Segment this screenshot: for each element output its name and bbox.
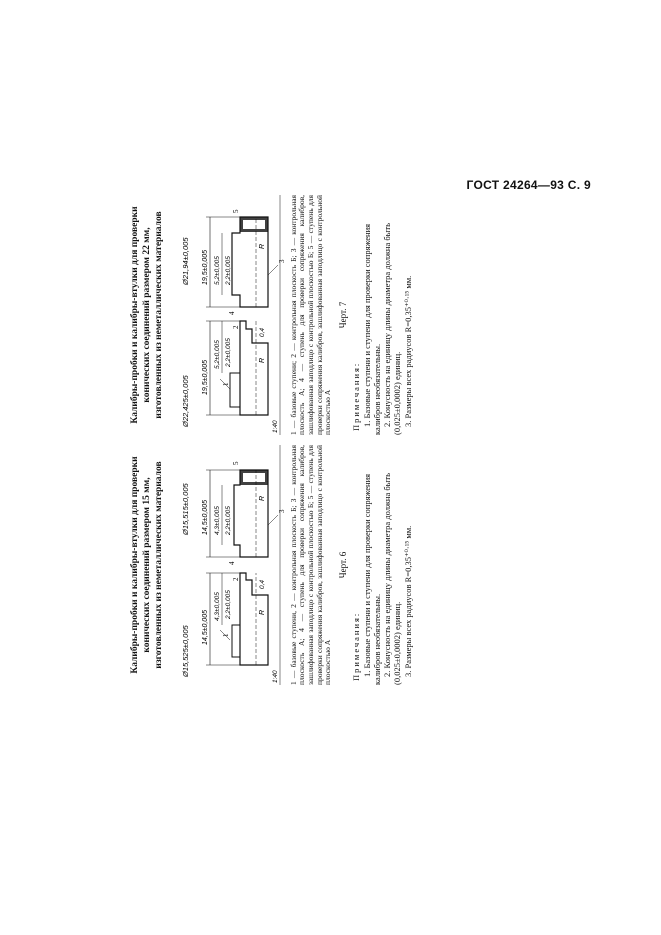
callout-3: 3 [277,259,286,263]
document-reference: ГОСТ 24264—93 С. 9 [466,178,591,192]
figure-caption: Черт. 6 [337,551,348,579]
dimension-length-1: 19,5±0,005 [201,360,209,395]
column-figure-6 [130,445,430,685]
figure-legend: 1 — базовые ступени, 2 — контрольная плоскость Б; 3 — контрольная плоскость А; 4 — ступень для проверки сопряжения калибров, зашлифованная заподлицо с контрольной плоскостью Б; 5 — ступень для проверки сопряжения калибров, зашлифованная заподлицо с контрольной плоскостью А [288,445,333,685]
callout-1: 1 [221,633,230,637]
radius-mark-right: R [258,495,266,501]
dimension-length-2: 14,5±0,005 [201,500,209,535]
callout-5: 5 [231,209,240,213]
dimension-diameter-right: Ø21,94±0,005 [180,237,190,285]
dimension-diameter-right: Ø15,515±0,005 [180,483,190,535]
note-item: 3. Размеры всех радиусов R=0,35⁺⁰·¹⁵ мм. [402,525,413,677]
roughness-mark: 0,4 [258,327,266,337]
radius-mark-right: R [258,243,266,249]
dimension-length-6: 2,2±0,005 [224,256,232,285]
taper-reference: 1:40 [271,420,279,433]
dimension-diameter-left: Ø15,525±0,005 [180,625,190,677]
callout-4: 4 [227,311,236,315]
gauge-drawing [170,445,288,685]
callout-1: 1 [221,382,230,386]
roughness-mark: 0,4 [258,579,266,589]
taper-reference: 1:40 [271,670,279,683]
note-item: 2. Конусность на единицу длины диаметра должна быть (0,025±0,0002) единиц. [382,473,403,685]
callout-2: 2 [231,325,240,329]
dimension-length-5: 2,2±0,005 [224,338,232,367]
gauge-drawing [170,195,288,435]
note-item: 1. Базовые ступени и ступени для проверки сопряжения калибров необязательны. [361,473,382,685]
callout-4: 4 [227,561,236,565]
dimension-length-2: 19,5±0,005 [201,250,209,285]
note-item: 3. Размеры всех радиусов R=0,35⁺⁰·¹⁵ мм. [402,275,413,427]
radius-mark: R [258,357,266,363]
notes-heading: Примечания: [351,611,362,681]
section-title: Калибры-пробки и калибры-втулки для проверки конических соединений размером 15 мм, изготовленных из неметаллических материалов [130,456,164,674]
callout-3: 3 [277,509,286,513]
dimension-length-4: 5,2±0,005 [213,256,221,285]
dimension-length-4: 4,3±0,005 [213,506,221,535]
rotated-page-content [130,195,430,685]
dimension-length-1: 14,5±0,005 [201,610,209,645]
radius-mark: R [258,609,266,615]
section-title: Калибры-пробки и калибры-втулки для проверки конических соединений размером 22 мм, изготовленных из неметаллических материалов [130,206,164,424]
figure-legend: 1 — базовые ступени; 2 — контрольная плоскость Б; 3 — контрольная плоскость А; 4 — ступень для проверки сопряжения калибров, зашлифованная заподлицо с контрольной плоскостью Б; 5 — ступень для проверки сопряжения калибров, зашлифованная заподлицо с контрольной плоскостью А [288,195,333,435]
notes-heading: Примечания: [351,361,362,431]
callout-5: 5 [231,461,240,465]
dimension-length-6: 2,2±0,005 [224,506,232,535]
figure-caption: Черт. 7 [337,301,348,329]
dimension-length-3: 5,2±0,005 [213,340,221,369]
note-item: 1. Базовые ступени и ступени для проверки сопряжения калибров необязательны. [361,223,382,435]
dimension-diameter-left: Ø22,425±0,005 [180,375,190,427]
note-item: 2. Конусность на единицу длины диаметра должна быть (0,025±0,0002) единиц. [382,223,403,435]
callout-2: 2 [231,577,240,581]
column-figure-7 [130,195,430,435]
dimension-length-5: 2,2±0,005 [224,590,232,619]
dimension-length-3: 4,3±0,005 [213,592,221,621]
